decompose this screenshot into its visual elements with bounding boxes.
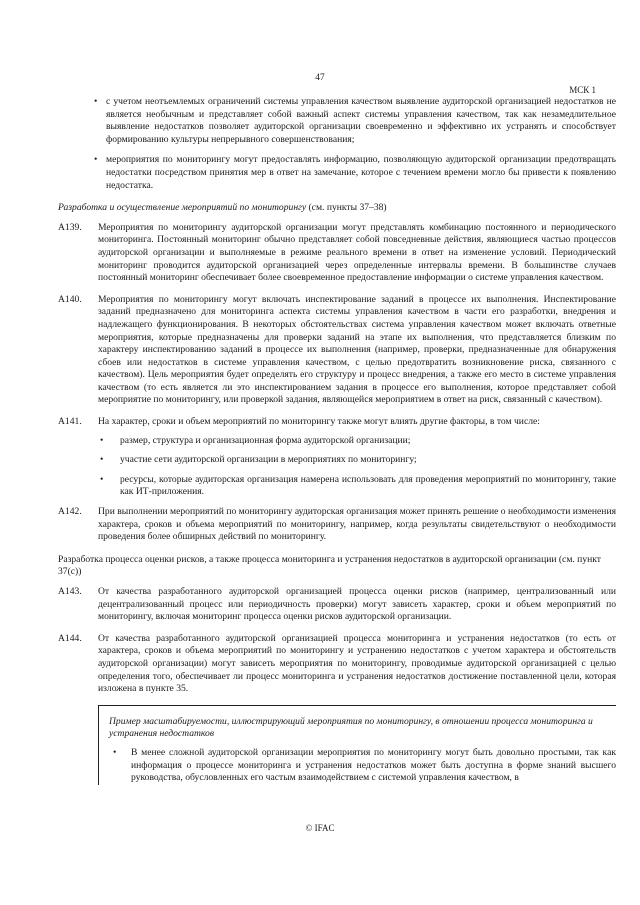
paragraph-number: A139. <box>58 221 82 233</box>
paragraph-number: A142. <box>58 506 82 518</box>
paragraph-text: Мероприятия по мониторингу аудиторской организации могут представлять комбинацию постоянного и периодического мониторинга. Постоянный мониторинг обычно представляет собой повседневные действия, являющиеся частью процессов аудиторской организации и выполняемые в режиме реального времени в ответ на изменение условий. Периодический мониторинг проводится аудиторской организацией через определенные интервалы времени. В большинстве случаев постоянный мониторинг обеспечивает более своевременное предоставление информации о системе управления качеством. <box>98 221 616 284</box>
list-item <box>58 474 616 499</box>
paragraph-text: На характер, сроки и объем мероприятий по мониторингу также могут влиять другие факторы, в том числе: <box>98 416 540 428</box>
list-item-text: В менее сложной аудиторской организации мероприятия по мониторингу могут быть довольно простыми, так как информация о процессе мониторинга и устранения недостатков может быть доступна в форме знаний высшего руководства, обусловленных его частым взаимодействием с системой управления качеством, в <box>131 746 616 784</box>
footer-copyright: © IFAC <box>305 823 335 833</box>
paragraph-a144 <box>58 633 616 696</box>
list-item <box>109 747 616 785</box>
paragraph-text: Мероприятия по мониторингу могут включать инспектирование заданий в процессе их выполнения. Инспектирование заданий предназначено для мониторинга аспекта системы управления качеством в части его разработки, внедрения и надлежащего функционирования. В некоторых обстоятельствах система управления качеством может включать ответные мероприятия, которые предназначены для проверки заданий на этапе их выполнения, что представляется близким по характеру инспектированию заданий в процессе их выполнения (например, проверки, предназначенные для обнаружения сбоев или недостатков в системе управления качеством, с целью предотвратить возникновение риска, связанного с качеством). Цель мероприятия будет определять его структуру и процесс внедрения, а также его место в системе управления качеством (то есть является ли это инспектированием задания в процессе его выполнения, которое представляет собой мероприятие по мониторингу, или проверкой задания, являющейся мероприятием в ответ на риск, связанный с качеством). <box>98 293 616 406</box>
list-item-text: участие сети аудиторской организации в мероприятиях по мониторингу; <box>120 454 417 466</box>
paragraph-a142 <box>58 506 616 544</box>
section-heading-title: Разработка и осуществление мероприятий по мониторингу <box>58 202 307 214</box>
list-item-text: мероприятия по мониторингу могут предоставлять информацию, позволяющую аудиторской организации предотвращать недостатки посредством принятия мер в ответ на замечание, которое с течением времени могло бы привести к появлению недостатка. <box>106 154 616 191</box>
paragraph-a143 <box>58 586 616 624</box>
page-number: 47 <box>315 73 325 83</box>
document-code: МСК 1 <box>569 85 596 95</box>
paragraph-text: При выполнении мероприятий по мониторингу аудиторская организация может принять решение о необходимости изменения характера, сроков и объема мероприятий по мониторингу, например, когда результаты свидетельствуют о необходимости проведения более обширных действий по мониторингу. <box>98 506 616 543</box>
paragraph-number: A140. <box>58 293 82 305</box>
paragraph-text: От качества разработанного аудиторской организацией процесса оценки рисков (например, централизованный или децентрализованный процесс или периодичность проверки) могут зависеть характер, сроки и объем мероприятий по мониторингу, включая мониторинг процесса оценки рисков аудиторской организации. <box>98 586 616 623</box>
list-item-text: с учетом неотъемлемых ограничений системы управления качеством выявление аудиторской организацией недостатков не является необычным и представляет собой важный аспект системы управления качеством, так как незамедлительное выявление недостатков позволяет аудиторской организации своевременно и эффективно их устранять и способствует формированию культуры непрерывного совершенствования; <box>106 96 616 145</box>
paragraph-number: A141. <box>58 416 82 428</box>
section-heading: Разработка процесса оценки рисков, а также процесса мониторинга и устранения недостатков в аудиторской организации (см. пункт 37(c)) <box>58 553 601 578</box>
paragraph-text: От качества разработанного аудиторской организацией процесса мониторинга и устранения недостатков (то есть от характера, сроков и объема мероприятий по мониторингу и устранению недостатков с учетом характера и обстоятельств аудиторской организации) могут зависеть мероприятия по мониторингу, проводимые аудиторской организацией с целью определения того, обеспечивает ли процесс мониторинга и устранения недостатков достижение поставленной цели, которая изложена в пункте 35. <box>98 632 616 695</box>
bullet-icon: • <box>100 434 104 446</box>
list-item <box>58 435 616 448</box>
bullet-icon: • <box>94 96 98 107</box>
paragraph-number: A144. <box>58 632 82 644</box>
bullet-icon: • <box>94 154 98 166</box>
bullet-icon: • <box>100 473 104 485</box>
section-heading-reference: (см. пункты 37–38) <box>306 202 387 214</box>
list-item <box>58 454 616 467</box>
list-item <box>58 96 616 146</box>
list-item <box>58 154 616 192</box>
list-item-text: размер, структура и организационная форма аудиторской организации; <box>120 434 411 446</box>
paragraph-a140 <box>58 294 616 407</box>
section-heading <box>58 202 616 215</box>
example-box-title: Пример масштабируемости, иллюстрирующий мероприятия по мониторингу, в отношении процесса мониторинга и устранения недостатков <box>109 715 593 740</box>
bullet-icon: • <box>113 746 117 758</box>
bullet-icon: • <box>100 454 104 466</box>
paragraph-a141 <box>58 416 616 429</box>
list-item-text: ресурсы, которые аудиторская организация намерена использовать для проведения мероприятий по мониторингу, такие как ИТ-приложения. <box>120 473 616 498</box>
page-content <box>58 96 616 785</box>
paragraph-a139 <box>58 222 616 285</box>
paragraph-number: A143. <box>58 586 82 597</box>
example-box <box>98 705 616 785</box>
